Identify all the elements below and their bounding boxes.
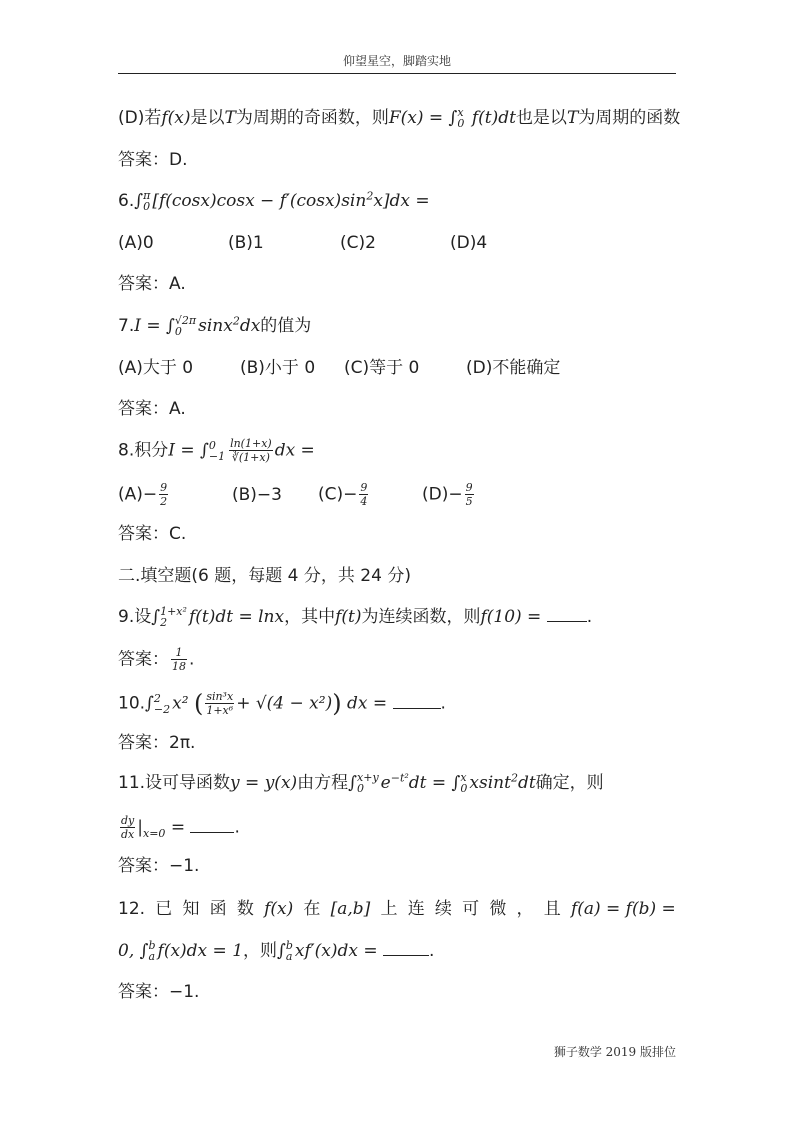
answer-6: 答案：A. [118,274,186,294]
q12-char-10: 续 [434,899,452,919]
q12-l2b: f(x)dx = 1 [157,941,244,961]
q8-option-d-label: (D)− [422,484,463,505]
q12-char-8: 上 [380,899,398,919]
q5d-T: T [224,108,236,128]
q12-char-4: 数 [236,899,254,919]
q8-option-c-label: (C)− [318,484,358,505]
q7-expr: sinx [198,316,233,336]
q9-lower: 2 [160,616,168,629]
q8-option-c-den: 4 [360,495,368,508]
page-header: 仰望星空，脚踏实地 [342,54,451,68]
q12-char-3: 函 [209,899,227,919]
q5d-text2: 为周期的奇函数，则 [235,108,389,128]
question-9 [118,606,592,628]
q7-number: 7. [118,316,135,336]
q12-char-6: 在 [303,899,321,919]
page-footer: 狮子数学 2019 版排位 [553,1045,676,1059]
answer-7: 答案：A. [118,399,186,419]
q12-answer-blank [383,941,429,956]
q12-l2e: xf′(x)dx = [294,941,378,961]
q11-bar: | [137,817,143,838]
q12-char-2: 知 [182,899,200,919]
q10-lower: −2 [153,702,171,716]
q5d-ft: f(t)dt [466,108,516,128]
q12-condition: f(a) = f(b) = [570,899,676,919]
q9-number: 9.设 [118,607,152,627]
q11-rhs-exp: 2 [510,771,518,785]
q5d-fx: f(x) [161,108,191,128]
answer-11: 答案：−1. [118,856,200,876]
q12-char-11: 可 [462,899,480,919]
answer-9 [118,646,194,673]
q12-char-12: 微 [489,899,507,919]
question-11-line2 [118,814,240,841]
q8-option-a [118,481,232,508]
answer-9-num: 1 [171,646,187,660]
q8-option-a-den: 2 [160,495,168,508]
q6-number: 6. [118,191,135,211]
q11-dx: dx [121,828,135,841]
q6-square: 2 [366,189,374,203]
q11-int2-lower: 0 [460,782,468,795]
question-12 [118,898,676,920]
q11-answer-blank [190,818,234,833]
q8-options [118,481,476,508]
section-2-heading: 二.填空题(6 题，每题 4 分，共 24 分) [118,566,411,586]
q8-option-a-label: (A)− [118,484,158,505]
q8-number: 8.积分 [118,440,169,461]
q12-l2a: 0, ∫ [118,941,149,961]
q8-option-d [422,481,476,508]
q6-option-c: (C)2 [340,233,376,253]
q12-char-14: 且 [543,899,561,919]
q8-option-c [318,481,422,508]
q7-integral: I = ∫ [134,316,175,336]
q11-int1-lower: 0 [357,782,365,795]
q6-expr1: [f(cosx)cosx − f′(cosx)sin [152,191,367,211]
q10-x2: x² [172,693,189,714]
question-10 [118,690,446,717]
q6-options [118,232,487,254]
q11-text2: 确定，则 [535,773,604,793]
q12-l2c: ，则 [243,941,278,961]
q11-int1-upper: x+y [357,771,379,784]
q12-interval: [a,b] [330,899,371,919]
q10-frac-den: 1+x⁶ [206,704,234,717]
q10-right-paren: ) [332,689,342,718]
question-8 [118,437,315,464]
q10-left-paren: ( [193,689,204,718]
q10-plus: + √(4 − x²) [236,693,333,714]
q10-dx: dx = [346,693,388,714]
q12-number: 12. [118,899,146,919]
q9-integral: ∫ [151,607,161,627]
q6-upper: π [143,189,151,202]
q8-option-c-num: 9 [360,481,368,494]
q11-text1: 由方程 [297,773,349,793]
q6-expr2: x]dx = [373,191,430,211]
q11-dy: dy [121,814,135,827]
q11-cond: x=0 [143,826,166,840]
q8-option-d-num: 9 [465,481,473,494]
q8-option-d-den: 5 [465,495,473,508]
question-11 [118,772,604,794]
q10-end: . [440,693,446,714]
q6-option-d: (D)4 [450,233,488,253]
q8-dx: dx = [274,440,315,461]
q8-option-a-num: 9 [160,481,168,494]
q12-lower2: a [285,950,293,963]
q9-text1: 为连续函数，则 [361,607,481,627]
q12-fx: f(x) [264,899,294,919]
q9-fx: f(t) [335,607,362,627]
q11-dt: dt = ∫ [408,773,461,793]
q6-option-a: (A)0 [118,233,154,253]
q11-number: 11.设可导函数 [118,773,231,793]
q11-e: e [380,773,391,793]
q11-rhs: xsint [469,773,511,793]
q12-line1 [118,898,676,920]
answer-12: 答案：−1. [118,982,200,1002]
q10-frac-num: sin³x [206,690,234,703]
q12-upper2: b [285,939,293,952]
q7-square: 2 [232,314,240,328]
answer-9-end: . [189,649,195,670]
answer-9-label: 答案： [118,649,169,670]
answer-5: 答案：D. [118,150,188,170]
q6-lower: 0 [143,200,151,213]
q5d-upper: x [457,106,464,119]
q12-integral2: ∫ [277,941,286,961]
q7-option-b: (B)小于 0 [240,358,316,378]
q9-f10: f(10) = [480,607,542,627]
q7-option-d: (D)不能确定 [466,358,561,378]
q12-char-9: 连 [407,899,425,919]
q11-exp: −t² [390,771,409,785]
q7-dx: dx [239,316,261,336]
q8-lower: −1 [208,449,226,463]
q9-answer-blank [547,607,587,622]
q12-char-1: 已 [155,899,173,919]
q9-end: . [586,607,593,627]
q11-integral1: ∫ [348,773,358,793]
q8-frac-num: ln(1+x) [230,437,272,450]
q11-end: . [234,817,240,838]
q5d-T2: T [566,108,579,128]
q5d-label: (D)若 [118,108,162,128]
q7-upper: √2π [174,314,197,327]
q8-upper: 0 [208,438,216,452]
q9-ft: f(t)dt = lnx [188,607,285,627]
q10-answer-blank [393,694,441,709]
q5d-lower: 0 [457,117,465,130]
q11-int2-upper: x [460,771,467,784]
q10-integral: ∫ [145,693,154,714]
q5d-text3: 也是以 [515,108,567,128]
q5d-text4: 为周期的函数 [578,108,681,128]
q12-end: . [429,941,435,961]
q9-mid: ，其中 [284,607,336,627]
q9-upper: 1+x² [160,605,187,618]
q7-option-a: (A)大于 0 [118,358,194,378]
q7-options [118,357,560,379]
q10-upper: 2 [153,691,161,705]
q12-upper: b [148,939,156,952]
q7-lower: 0 [174,325,182,338]
q7-option-c: (C)等于 0 [344,358,420,378]
answer-8: 答案：C. [118,524,187,544]
q10-number: 10. [118,693,146,714]
q11-dt2: dt [517,773,536,793]
answer-10: 答案：2π. [118,733,196,753]
q6-option-b: (B)1 [228,233,264,253]
q8-option-b: (B)−3 [232,484,282,505]
q11-eq: = [170,817,186,838]
q7-tail: 的值为 [260,316,312,336]
q5d-Fx: F(x) = ∫ [388,108,458,128]
q11-y: y = y(x) [230,773,298,793]
q5d-text1: 是以 [190,108,225,128]
q12-lower: a [148,950,156,963]
q12-comma: ， [516,899,534,919]
answer-9-den: 18 [172,660,186,673]
q5-option-d [118,107,680,129]
question-6 [118,190,430,212]
q8-integral: I = ∫ [168,440,209,461]
question-7 [118,315,311,337]
question-12-line2 [118,940,434,962]
header-rule [118,73,676,74]
q6-integral: ∫ [134,191,144,211]
q8-frac-den: ∛(1+x) [231,451,270,464]
